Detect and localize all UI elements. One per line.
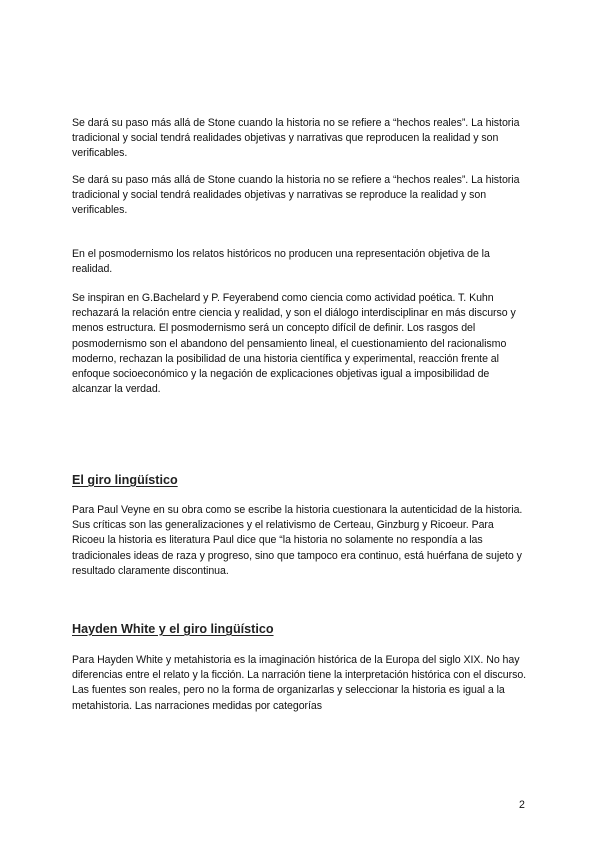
paragraph-stone-1: Se dará su paso más allá de Stone cuando la historia no se refiere a “hechos reales”. La historia tradicional y social tendrá realidades objetivas y narrativas que reproducen la realidad y son verificables. <box>72 117 520 160</box>
page-number: 2 <box>519 799 525 811</box>
paragraph-posmodernismo: En el posmodernismo los relatos históricos no producen una representación objetiva de la realidad. <box>72 248 490 276</box>
paragraph-hayden-white: Para Hayden White y metahistoria es la imaginación histórica de la Europa del siglo XIX. No hay diferencias entre el relato y la ficción. La narración tiene la interpretación histórica con el discurso. Las fuentes son reales, pero no la forma de organizarlas y seleccionar la historia es igual a la metahistoria. Las narraciones medidas por categorías <box>72 654 527 712</box>
paragraph-stone-2: Se dará su paso más allá de Stone cuando la historia no se refiere a “hechos reales”. La historia tradicional y social tendrá realidades objetivas y narrativas se reproduce la realidad y son verificables. <box>72 174 520 217</box>
paragraph-paul-veyne: Para Paul Veyne en su obra como se escribe la historia cuestionara la autenticidad de la historia. Sus críticas son las generalizaciones y el relativismo de Certeau, Ginzburg y Ricoeur. Para Ricoeu la historia es literatura Paul dice que “la historia no solamente no respondía a las tradicionales ideas de raza y progreso, sino que tampoco era continuo, está huérfana de sujeto y resultado claramente discontinua. <box>72 504 523 577</box>
heading-hayden-white: Hayden White y el giro lingüístico <box>72 622 274 636</box>
heading-giro-linguistico: El giro lingüístico <box>72 473 178 487</box>
paragraph-inspiran: Se inspiran en G.Bachelard y P. Feyerabend como ciencia como actividad poética. T. Kuhn rechazará la relación entre ciencia y realidad, y son el diálogo interdisciplinar en más discurso y menos estructura. El posmodernismo será un concepto difícil de definir. Los rasgos del posmodernismo son el abandono del pensamiento lineal, el cuestionamiento del racionalismo moderno, rechazan la posibilidad de una historia científica y experimental, reacción frente al enfoque socioeconómico y la negación de explicaciones objetivas igual a imposibilidad de alcanzar la verdad. <box>72 292 516 396</box>
